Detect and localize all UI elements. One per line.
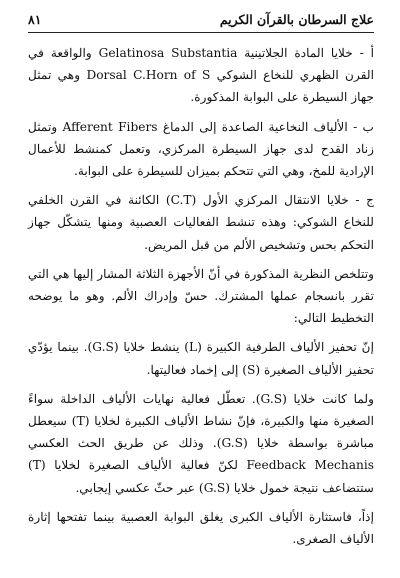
page-number: ٨١	[28, 12, 42, 27]
paragraph-large-fibers: إنّ تحفيز الألياف الطرفية الكبيرة (L) ينشط خلايا (G.S). بينما يؤدّي تحفيز الألياف الصغيرة (S) إلى إخماد فعاليتها.	[28, 340, 374, 377]
paragraph-theory-summary: وتتلخص النظرية المذكورة في أنّ الأجهزة الثلاثة المشار إليها هي التي تقرر بانسجام عملها المشترك. حسّ وإدراك الألم. وهو ما يوضحه التخطيط التالي:	[27, 266, 374, 326]
header-rule	[28, 32, 374, 33]
paragraph-b-afferent-fibers: ب - الألياف النخاعية الصاعدة إلى الدماغ Afferent Fibers وتمثل زناد القدح لدى جهاز السيطرة المركزي، وتعمل كمنشط للأعمال الإرادية للمخ، وهي التي تتحكم بميزان للسيطرة على البوابة.	[28, 119, 374, 179]
header-title: علاج السرطان بالقرآن الكريم	[219, 12, 374, 27]
running-header	[28, 12, 374, 30]
paragraph-conclusion: إذاً، فاستثارة الألياف الكبرى يغلق البوابة العصبية بينما تفتحها إثارة الألياف الصغرى.	[28, 509, 374, 547]
paragraph-gs-cells: ولما كانت خلايا (G.S). تعطّل فعالية نهايات الألياف الداخلة سواءً الصغيرة منها والكبيرة، فإنّ نشاط الألياف الكبيرة لخلايا (T) سيعطل مباشرة بواسطة خلايا (G.S). وذلك عن طريق الحث العكسي Feedback Mechanis لكنّ فعالية الألياف الصغيرة لخلايا (T) ستتضاعف نتيجة خمول خلايا (G.S) عبر حثّ عكسي إيجابي.	[28, 391, 374, 495]
paragraph-c-central-transmission: ج - خلايا الانتقال المركزي الأول (C.T) الكائنة في القرن الخلفي للنخاع الشوكي: وهذه تنشط الفعاليات العصبية ومنها يتشكّل جهاز التحكم بحس وتشخيص الألم من قبل المريض.	[28, 193, 374, 252]
paragraph-a-gelatinosa: أ - خلايا المادة الجلاتينية Gelatinosa Substantia والواقعة في القرن الظهري للنخاع الشوكي Dorsal C.Horn of S وهي تمثل جهاز السيطرة على البوابة المذكورة.	[28, 46, 374, 105]
